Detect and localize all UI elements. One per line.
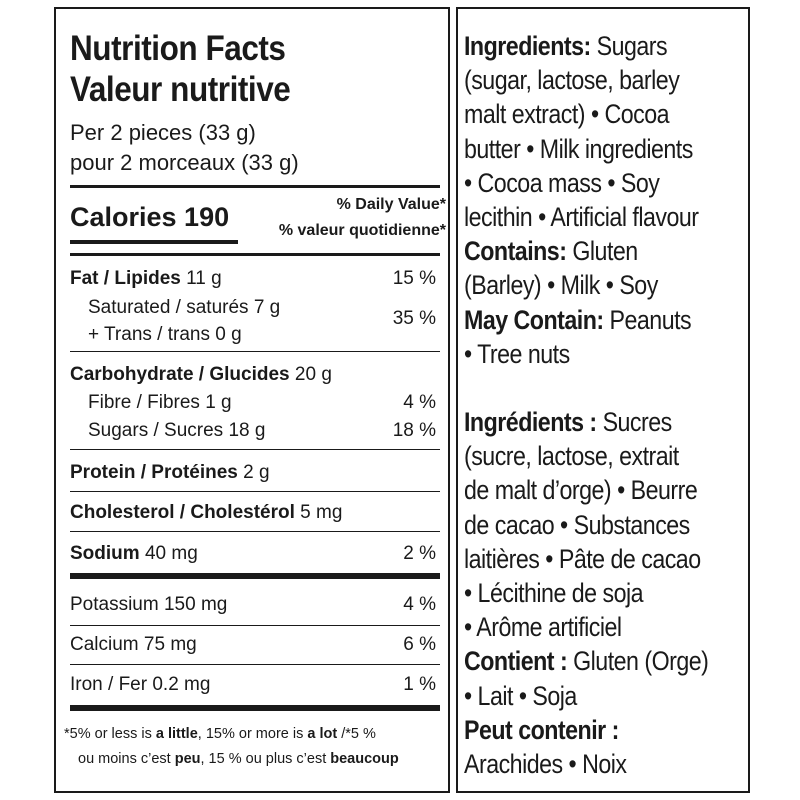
potassium-row: Potassium 150 mg: [70, 594, 228, 615]
ingredients-text: Gluten (Orge): [567, 646, 709, 677]
footnote-text: ou moins c’est: [78, 751, 175, 767]
fat-amount: 11 g: [186, 268, 222, 289]
carb-divider: [70, 449, 440, 450]
peut-contenir-line-2: Arachides • Noix: [464, 749, 627, 780]
carb-row: [70, 365, 332, 384]
footnote-thick-divider: [70, 705, 440, 711]
footnote-text: /*5 %: [337, 726, 376, 742]
daily-value-en: [337, 197, 446, 213]
may-contain-label: May Contain:: [464, 304, 604, 335]
peut-contenir-line-1: [464, 713, 708, 747]
protein-row: [70, 463, 270, 482]
fat-divider: [70, 351, 440, 352]
fibre-pct: 4 %: [403, 392, 436, 413]
calories-divider: [70, 253, 440, 256]
may-contain-line-1: [464, 303, 708, 337]
ingredients-fr-line-2: (sucre, lactose, extrait: [464, 441, 679, 472]
contient-line-2: • Lait • Soja: [464, 680, 577, 711]
footnote-text: , 15% or more is: [197, 726, 308, 742]
ingredients-panel: [456, 7, 750, 793]
cholesterol-divider: [70, 531, 440, 532]
peut-contenir-label: Peut contenir :: [464, 714, 619, 745]
potassium-pct: 4 %: [403, 594, 436, 615]
footnote-a-lot: a lot: [307, 726, 338, 742]
ingredients-en-label: Ingredients:: [464, 31, 591, 61]
iron-pct: 1 %: [403, 674, 436, 695]
sodium-thick-divider: [70, 573, 440, 579]
ingredients-en-line-5: • Cocoa mass • Soy: [464, 167, 660, 198]
ingredients-fr-line-7: • Arôme artificiel: [464, 612, 622, 643]
ingredients-en-line-6: lecithin • Artificial flavour: [464, 202, 699, 233]
sat-trans-pct: 35 %: [392, 308, 436, 329]
trans-row: + Trans / trans 0 g: [88, 324, 242, 345]
protein-label: Protein / Protéines: [70, 462, 238, 483]
calories-label: Calories 190: [70, 202, 230, 232]
ingredients-text: Peanuts: [603, 304, 692, 335]
ingredients-text: Sucres: [596, 407, 672, 437]
sodium-label: Sodium: [70, 543, 140, 564]
fat-pct: 15 %: [392, 268, 436, 289]
footnote-line-1: [64, 727, 376, 742]
serving-divider: [70, 185, 440, 188]
contient-label: Contient :: [464, 646, 568, 677]
footnote-a-little: a little: [155, 726, 198, 742]
ingredients-en-line-1: [464, 29, 708, 63]
serving-size-fr: pour 2 morceaux (33 g): [70, 150, 299, 175]
ingredients-fr-line-1: [464, 405, 708, 439]
ingredients-fr-line-3: de malt d’orge) • Beurre: [464, 475, 698, 506]
footnote-text: , 15 % ou plus c’est: [200, 751, 331, 767]
saturated-row: Saturated / saturés 7 g: [88, 297, 281, 318]
daily-value-en-text: % Daily Value: [336, 196, 440, 213]
carb-label: Carbohydrate / Glucides: [70, 364, 290, 385]
ingredients-en-line-3: malt extract) • Cocoa: [464, 99, 670, 130]
cholesterol-amount: 5 mg: [300, 502, 343, 523]
footnote-text: *5% or less is: [64, 726, 156, 742]
calcium-row: Calcium 75 mg: [70, 634, 197, 655]
daily-value-star-fr: *: [439, 222, 446, 239]
sugars-row: Sugars / Sucres 18 g: [88, 420, 266, 441]
contains-label: Contains:: [464, 236, 567, 267]
nutrition-title-en: Nutrition Facts: [70, 29, 286, 68]
calcium-pct: 6 %: [403, 634, 436, 655]
daily-value-fr: [279, 223, 446, 239]
protein-amount: 2 g: [243, 462, 270, 483]
sodium-amount: 40 mg: [144, 543, 198, 564]
daily-value-star: *: [439, 196, 446, 213]
may-contain-line-2: • Tree nuts: [464, 338, 570, 369]
contient-line-1: [464, 644, 708, 678]
sodium-row: [70, 544, 198, 563]
calories-underline: [70, 240, 238, 244]
ingredients-text: Sugars: [590, 31, 668, 61]
sugars-pct: 18 %: [392, 420, 436, 441]
calcium-divider: [70, 664, 440, 665]
fibre-row: Fibre / Fibres 1 g: [88, 392, 232, 413]
cholesterol-label: Cholesterol / Cholestérol: [70, 502, 295, 523]
contains-line-2: (Barley) • Milk • Soy: [464, 270, 658, 301]
ingredients-fr-line-6: • Lécithine de soja: [464, 578, 644, 609]
ingredients-fr-label: Ingrédients :: [464, 407, 597, 437]
iron-row: Iron / Fer 0.2 mg: [70, 674, 211, 695]
fat-label: Fat / Lipides: [70, 268, 181, 289]
carb-amount: 20 g: [294, 364, 332, 385]
ingredients-fr-line-4: de cacao • Substances: [464, 509, 690, 540]
protein-divider: [70, 491, 440, 492]
ingredients-en-block: [464, 29, 748, 371]
cholesterol-row: [70, 503, 342, 522]
ingredients-en-line-2: (sugar, lactose, barley: [464, 65, 680, 96]
ingredients-fr-line-5: laitières • Pâte de cacao: [464, 543, 701, 574]
nutrition-facts-panel: [54, 7, 450, 793]
daily-value-fr-text: % valeur quotidienne: [278, 222, 440, 239]
nutrition-title-fr: Valeur nutritive: [70, 70, 291, 109]
footnote-line-2: [78, 752, 399, 767]
contains-line-1: [464, 234, 708, 268]
sodium-pct: 2 %: [403, 543, 436, 564]
ingredients-fr-block: [464, 405, 748, 781]
fat-row: [70, 269, 222, 288]
footnote-peu: peu: [174, 751, 201, 767]
serving-size-en: Per 2 pieces (33 g): [70, 120, 256, 145]
footnote-beaucoup: beaucoup: [330, 751, 399, 767]
potassium-divider: [70, 625, 440, 626]
ingredients-en-line-4: butter • Milk ingredients: [464, 133, 693, 164]
ingredients-text: Gluten: [566, 236, 638, 267]
